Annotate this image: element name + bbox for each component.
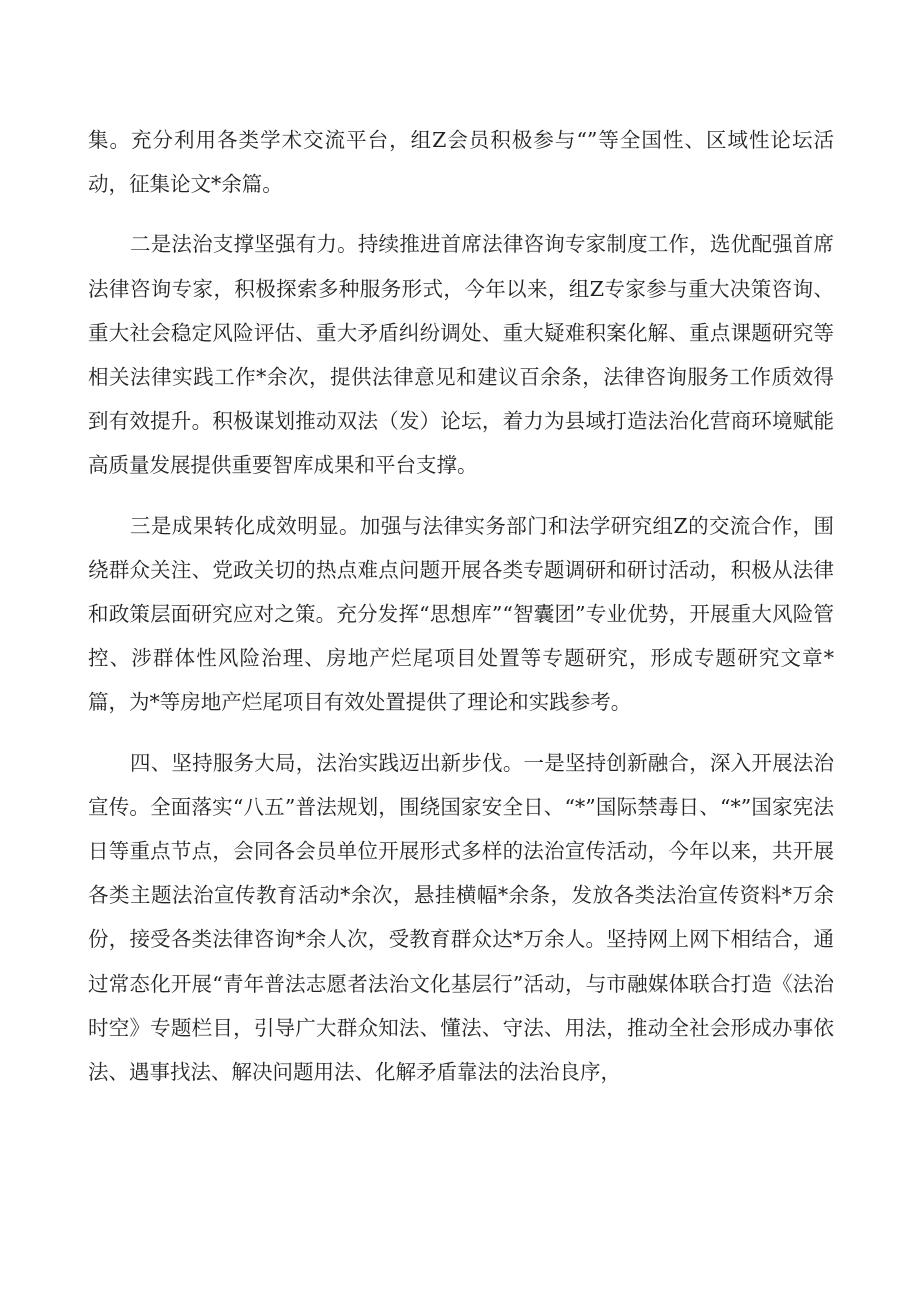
paragraph-legal-support: 二是法治支撑坚强有力。持续推进首席法律咨询专家制度工作，选优配强首席法律咨询专家，积极探索多种服务形式，今年以来，组Z专家参与重大决策咨询、重大社会稳定风险评估、重大矛盾纠纷调处、重大疑难积案化解、重点课题研究等相关法律实践工作*余次，提供法律意见和建议百余条，法律咨询服务工作质效得到有效提升。积极谋划推动双法（发）论坛，着力为县域打造法治化营商环境赋能高质量发展提供重要智库成果和平台支撑。 <box>88 232 834 478</box>
paragraph-continuation: 集。充分利用各类学术交流平台，组Z会员积极参与“”等全国性、区域性论坛活动，征集论文*余篇。 <box>88 128 834 197</box>
paragraph-serve-overall: 四、坚持服务大局，法治实践迈出新步伐。一是坚持创新融合，深入开展法治宣传。全面落实“八五”普法规划，围绕国家安全日、“*”国际禁毒日、“*”国家宪法日等重点节点，会同各会员单位开展形式多样的法治宣传活动，今年以来，共开展各类主题法治宣传教育活动*余次，悬挂横幅*余条，发放各类法治宣传资料*万余份，接受各类法律咨询*余人次，受教育群众达*万余人。坚持网上网下相结合，通过常态化开展“青年普法志愿者法治文化基层行”活动，与市融媒体联合打造《法治时空》专题栏目，引导广大群众知法、懂法、守法、用法，推动全社会形成办事依法、遇事找法、解决问题用法、化解矛盾靠法的法治良序， <box>88 750 834 1085</box>
paragraph-research-results: 三是成果转化成效明显。加强与法律实务部门和法学研究组Z的交流合作，围绕群众关注、党政关切的热点难点问题开展各类专题调研和研讨活动，积极从法律和政策层面研究应对之策。充分发挥“思想库”“智囊团”专业优势，开展重大风险管控、涉群体性风险治理、房地产烂尾项目处置等专题研究，形成专题研究文章*篇，为*等房地产烂尾项目有效处置提供了理论和实践参考。 <box>88 513 834 715</box>
document-body <box>88 118 834 1094</box>
